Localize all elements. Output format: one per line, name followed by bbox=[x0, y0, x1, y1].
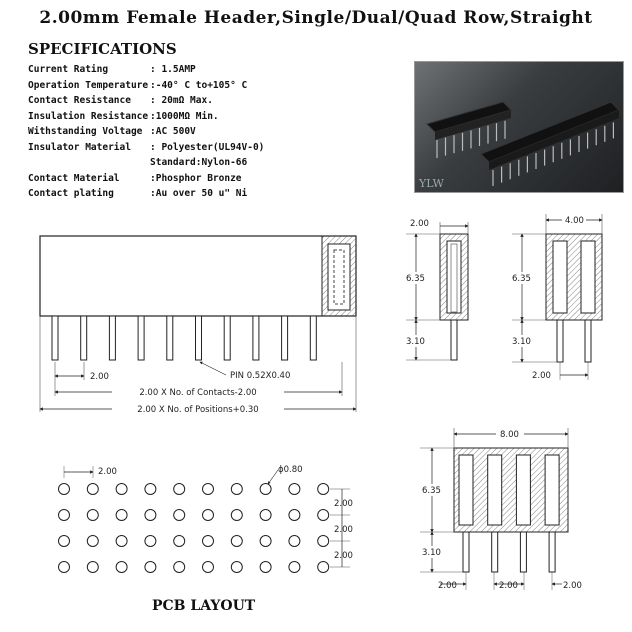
pcb-hole-label: ϕ0.80 bbox=[278, 465, 303, 475]
pcb-pitch-y-label-1: 2.00 bbox=[334, 499, 353, 509]
spec-key: Insulator Material bbox=[28, 141, 131, 153]
spec-key: Insulation Resistance bbox=[28, 110, 149, 122]
pcb-hole bbox=[174, 562, 185, 573]
pcb-pitch-y-label-2: 2.00 bbox=[334, 525, 353, 535]
pcb-hole bbox=[231, 536, 242, 547]
pcb-hole bbox=[145, 536, 156, 547]
side-view-pin bbox=[138, 316, 144, 360]
pcb-hole bbox=[203, 484, 214, 495]
side-view-pin bbox=[282, 316, 288, 360]
page-title: 2.00mm Female Header,Single/Dual/Quad Row,Straight bbox=[39, 8, 593, 28]
quad-height-label: 6.35 bbox=[422, 486, 441, 496]
pcb-hole bbox=[145, 510, 156, 521]
spec-value: :-40° C to+105° C bbox=[150, 79, 248, 91]
pcb-hole bbox=[231, 510, 242, 521]
side-view-pin bbox=[52, 316, 58, 360]
pcb-hole bbox=[260, 484, 271, 495]
pcb-hole bbox=[59, 562, 70, 573]
spec-value: : Polyester(UL94V-0) bbox=[150, 141, 265, 153]
single-height-label: 6.35 bbox=[406, 274, 425, 284]
spec-key: Contact plating bbox=[28, 188, 114, 199]
spec-value: :Phosphor Bronze bbox=[150, 172, 242, 184]
quad-row-pin bbox=[463, 532, 469, 572]
pcb-hole bbox=[203, 562, 214, 573]
pcb-pitch-y-label-3: 2.00 bbox=[334, 551, 353, 561]
quad-row-view bbox=[419, 428, 582, 591]
single-row-view bbox=[403, 219, 468, 360]
side-view-pin bbox=[167, 316, 173, 360]
dual-row-view bbox=[509, 214, 602, 381]
quad-row-cavity bbox=[488, 455, 502, 525]
pcb-hole bbox=[318, 562, 329, 573]
contacts-formula-label: 2.00 X No. of Contacts-2.00 bbox=[139, 388, 257, 398]
pcb-hole bbox=[289, 536, 300, 547]
pcb-hole bbox=[203, 510, 214, 521]
single-row-pin bbox=[451, 320, 457, 360]
pcb-hole bbox=[87, 510, 98, 521]
spec-value: :Au over 50 u" Ni bbox=[150, 188, 248, 199]
dual-row-pin-2 bbox=[585, 320, 591, 362]
side-view bbox=[40, 236, 356, 415]
positions-formula-label: 2.00 X No. of Positions+0.30 bbox=[137, 405, 259, 415]
pcb-hole bbox=[231, 562, 242, 573]
side-view-pin bbox=[224, 316, 230, 360]
pcb-hole bbox=[87, 562, 98, 573]
quad-row-pin bbox=[520, 532, 526, 572]
side-view-body bbox=[40, 236, 356, 316]
pcb-hole bbox=[87, 536, 98, 547]
pcb-hole bbox=[59, 510, 70, 521]
pcb-hole bbox=[59, 484, 70, 495]
dual-height-label: 6.35 bbox=[512, 274, 531, 284]
pcb-hole bbox=[145, 484, 156, 495]
pcb-hole bbox=[260, 510, 271, 521]
quad-pitch-label-3: 2.00 bbox=[563, 581, 582, 591]
pcb-layout-title: PCB LAYOUT bbox=[152, 598, 256, 614]
single-pin-length-label: 3.10 bbox=[406, 337, 425, 347]
pcb-hole bbox=[231, 484, 242, 495]
pcb-hole bbox=[260, 562, 271, 573]
spec-key: Operation Temperature bbox=[28, 79, 149, 91]
quad-row-cavity bbox=[459, 455, 473, 525]
quad-row-cavity bbox=[516, 455, 530, 525]
specifications-heading: SPECIFICATIONS bbox=[28, 40, 177, 58]
pcb-hole bbox=[59, 536, 70, 547]
pcb-pitch-x-label: 2.00 bbox=[98, 467, 117, 477]
dual-pin-length-label: 3.10 bbox=[512, 337, 531, 347]
pcb-hole bbox=[174, 484, 185, 495]
pcb-hole bbox=[116, 510, 127, 521]
pcb-hole bbox=[174, 510, 185, 521]
pcb-hole bbox=[203, 536, 214, 547]
side-view-cavity bbox=[328, 244, 350, 310]
spec-key: Contact Resistance bbox=[28, 95, 131, 106]
spec-value: :1000MΩ Min. bbox=[150, 110, 219, 122]
quad-row-pin bbox=[492, 532, 498, 572]
spec-key: Withstanding Voltage bbox=[28, 126, 143, 137]
side-view-pin bbox=[253, 316, 259, 360]
spec-value: : 20mΩ Max. bbox=[150, 95, 213, 106]
pcb-hole bbox=[116, 484, 127, 495]
quad-pitch-label-1: 2.00 bbox=[438, 581, 457, 591]
pcb-hole bbox=[289, 484, 300, 495]
quad-pin-length-label: 3.10 bbox=[422, 548, 441, 558]
quad-width-label: 8.00 bbox=[500, 430, 519, 440]
pcb-hole bbox=[174, 536, 185, 547]
pcb-layout bbox=[59, 465, 353, 573]
pcb-hole bbox=[318, 510, 329, 521]
side-view-pin bbox=[81, 316, 87, 360]
pcb-hole bbox=[260, 536, 271, 547]
quad-row-pin bbox=[549, 532, 555, 572]
side-view-pin bbox=[196, 316, 202, 360]
pcb-hole bbox=[116, 536, 127, 547]
pcb-hole bbox=[318, 484, 329, 495]
spec-value: : 1.5AMP bbox=[150, 64, 196, 75]
spec-key: Current Rating bbox=[28, 64, 109, 75]
pin-size-label: PIN 0.52X0.40 bbox=[230, 371, 291, 381]
dual-row-pin-1 bbox=[557, 320, 563, 362]
quad-row-cavity bbox=[545, 455, 559, 525]
spec-value: Standard:Nylon-66 bbox=[150, 157, 248, 168]
dual-width-label: 4.00 bbox=[565, 216, 584, 226]
pcb-hole bbox=[318, 536, 329, 547]
pcb-hole bbox=[87, 484, 98, 495]
side-view-pin bbox=[109, 316, 115, 360]
side-pitch-label: 2.00 bbox=[90, 372, 109, 382]
pcb-hole bbox=[116, 562, 127, 573]
pcb-hole bbox=[289, 562, 300, 573]
pcb-hole bbox=[145, 562, 156, 573]
dual-pitch-label: 2.00 bbox=[532, 371, 551, 381]
spec-value: :AC 500V bbox=[150, 126, 196, 137]
photo-watermark: YLW bbox=[419, 177, 444, 190]
quad-pitch-label-2: 2.00 bbox=[499, 581, 518, 591]
spec-key: Contact Material bbox=[28, 172, 120, 184]
pcb-hole bbox=[289, 510, 300, 521]
single-width-label: 2.00 bbox=[410, 219, 429, 229]
side-view-pin bbox=[310, 316, 316, 360]
